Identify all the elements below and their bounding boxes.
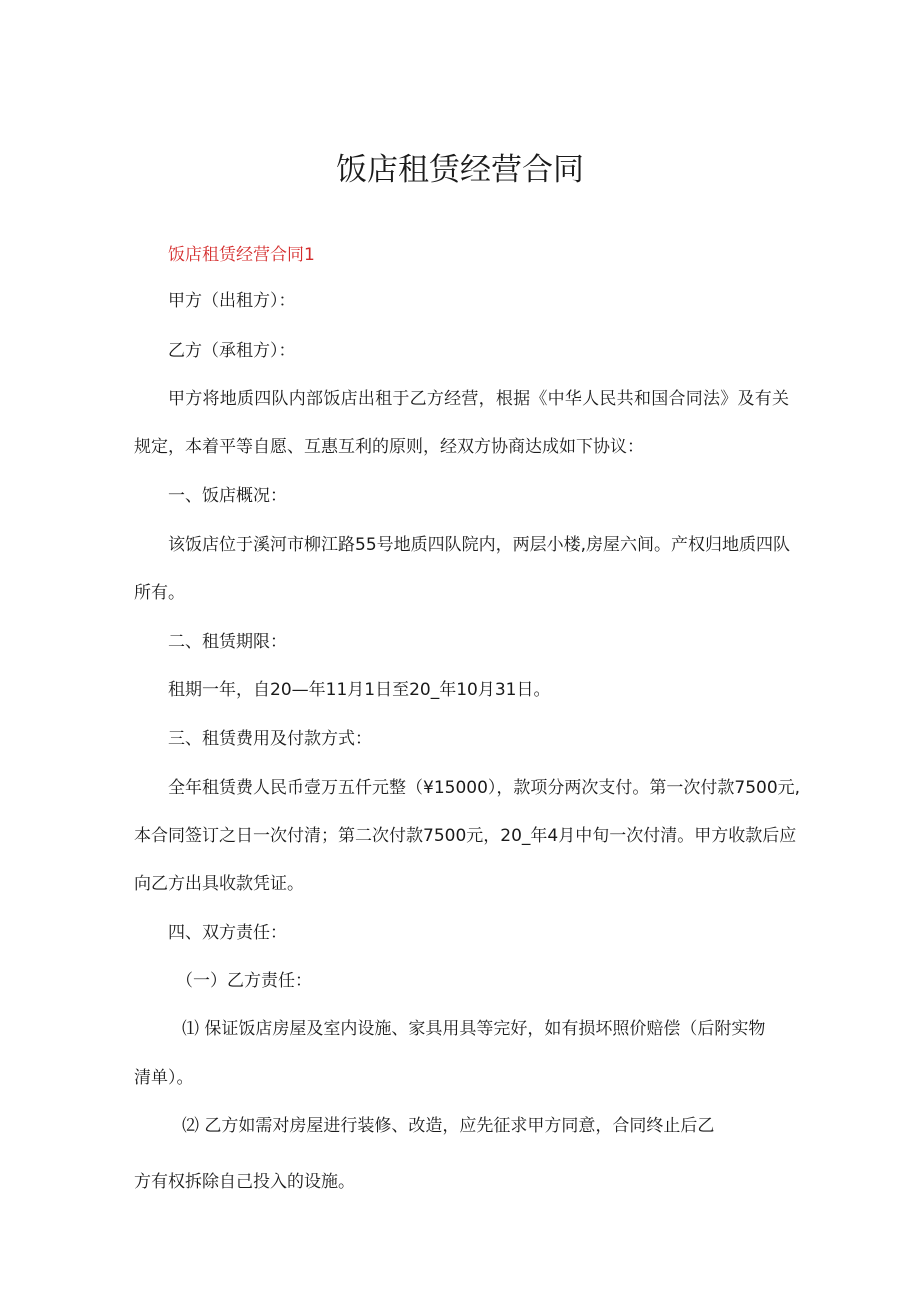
section-heading: 饭店租赁经营合同1: [168, 245, 315, 265]
paragraph-line: 租期一年，自20—年11月1日至20_年10月31日。: [168, 680, 551, 700]
party-b-line: 乙方（承租方）：: [168, 341, 296, 361]
paragraph-line: 本合同签订之日一次付清；第二次付款7500元，20_年4月中旬一次付清。甲方收款后应: [134, 826, 797, 846]
paragraph-line: 方有权拆除自己投入的设施。: [134, 1172, 355, 1192]
paragraph-line: 规定，本着平等自愿、互惠互利的原则，经双方协商达成如下协议：: [134, 437, 644, 457]
party-a-line: 甲方（出租方）：: [168, 291, 296, 311]
paragraph-line: 所有。: [134, 583, 185, 603]
paragraph-line: ⑵ 乙方如需对房屋进行装修、改造，应先征求甲方同意，合同终止后乙: [182, 1116, 715, 1136]
paragraph-line: 该饭店位于溪河市柳江路55号地质四队院内，两层小楼,房屋六间。产权归地质四队: [168, 535, 791, 555]
clause-heading: 一、饭店概况：: [168, 486, 287, 506]
sub-clause-heading: （一）乙方责任：: [176, 971, 312, 991]
clause-heading: 四、双方责任：: [168, 923, 287, 943]
paragraph-line: 向乙方出具收款凭证。: [134, 874, 304, 894]
paragraph-line: 清单）。: [134, 1068, 194, 1088]
paragraph-line: 全年租赁费人民币壹万五仟元整（¥15000），款项分两次支付。第一次付款7500元,: [168, 778, 801, 798]
clause-heading: 二、租赁期限：: [168, 632, 287, 652]
document-title: 饭店租赁经营合同: [336, 152, 584, 188]
paragraph-line: ⑴ 保证饭店房屋及室内设施、家具用具等完好，如有损坏照价赔偿（后附实物: [182, 1019, 766, 1039]
clause-heading: 三、租赁费用及付款方式：: [168, 729, 372, 749]
paragraph-line: 甲方将地质四队内部饭店出租于乙方经营，根据《中华人民共和国合同法》及有关: [168, 389, 789, 409]
